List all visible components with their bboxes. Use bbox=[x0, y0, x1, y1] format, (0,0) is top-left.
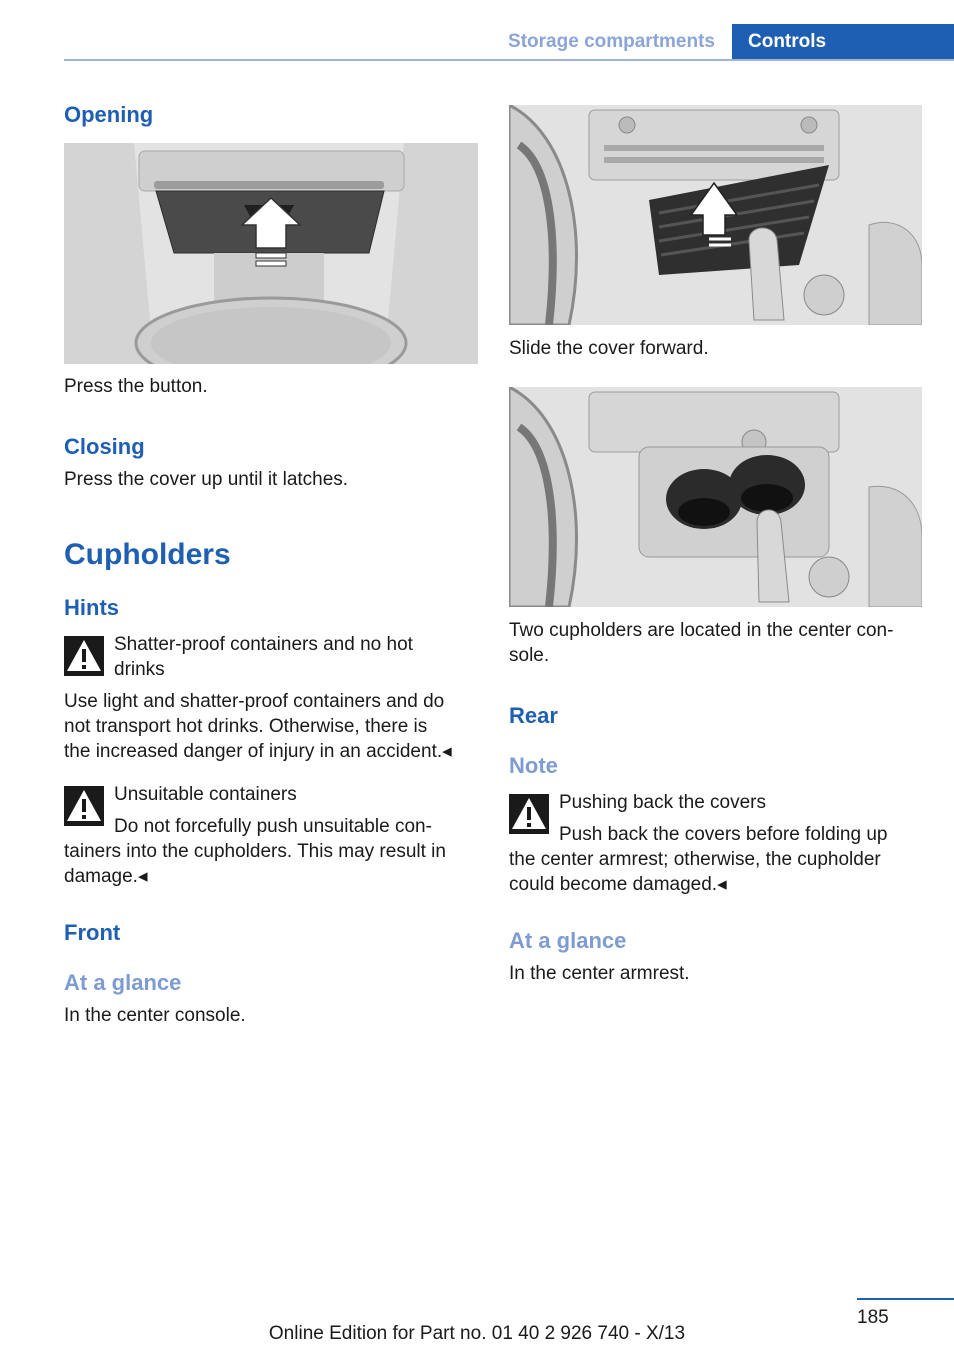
warning2-title: Unsuitable containers bbox=[114, 784, 297, 805]
overhead-compartment-figure bbox=[64, 143, 478, 364]
warning-triangle-icon bbox=[509, 794, 549, 834]
rear-at-a-glance-heading: At a glance bbox=[509, 928, 627, 953]
cupholders-figure bbox=[509, 387, 922, 607]
warning3-body-line1: Push back the covers before folding up bbox=[559, 824, 888, 845]
warning2-body-line1: Do not forcefully push unsuitable con‐ bbox=[114, 816, 432, 837]
page-number: 185 bbox=[857, 1307, 889, 1328]
warning2-body-line2: tainers into the cupholders. This may result in bbox=[64, 841, 446, 862]
header-section-title: Storage compartments bbox=[508, 31, 715, 52]
warning3-body-line2: the center armrest; otherwise, the cupholder bbox=[509, 849, 881, 870]
opening-heading: Opening bbox=[64, 102, 154, 127]
cupholders-caption-line1: Two cupholders are located in the center con‐ bbox=[509, 620, 894, 641]
warning1-title-line1: Shatter-proof containers and no hot bbox=[114, 634, 413, 655]
closing-text: Press the cover up until it latches. bbox=[64, 469, 349, 490]
warning-triangle-icon bbox=[64, 636, 104, 676]
cupholders-caption-line2: sole. bbox=[509, 645, 550, 666]
header-rule bbox=[64, 59, 954, 61]
warning1-body-line3: the increased danger of injury in an accident.◂ bbox=[64, 741, 452, 762]
rear-heading: Rear bbox=[509, 703, 558, 728]
warning1-title-line2: drinks bbox=[114, 659, 165, 680]
slide-cover-caption: Slide the cover forward. bbox=[509, 338, 709, 359]
hints-heading: Hints bbox=[64, 595, 119, 620]
closing-heading: Closing bbox=[64, 434, 145, 459]
warning1-body-line2: not transport hot drinks. Otherwise, there is bbox=[64, 716, 428, 737]
header-chapter-tab: Controls bbox=[732, 24, 954, 61]
warning1-body-line1: Use light and shatter-proof containers and do bbox=[64, 691, 445, 712]
front-at-a-glance-text: In the center console. bbox=[64, 1005, 246, 1026]
edition-footer: Online Edition for Part no. 01 40 2 926 740 - X/13 bbox=[268, 1323, 686, 1344]
cupholders-heading: Cupholders bbox=[64, 538, 231, 571]
rear-at-a-glance-text: In the center armrest. bbox=[509, 963, 690, 984]
center-console-cover-figure bbox=[509, 105, 922, 325]
opening-caption: Press the button. bbox=[64, 376, 208, 397]
front-at-a-glance-heading: At a glance bbox=[64, 970, 182, 995]
warning3-body-line3: could become damaged.◂ bbox=[509, 874, 727, 895]
warning-triangle-icon bbox=[64, 786, 104, 826]
warning2-body-line3: damage.◂ bbox=[64, 866, 148, 887]
page-number-rule bbox=[857, 1298, 954, 1300]
front-heading: Front bbox=[64, 920, 121, 945]
warning3-title: Pushing back the covers bbox=[559, 792, 767, 813]
note-heading: Note bbox=[509, 753, 558, 778]
